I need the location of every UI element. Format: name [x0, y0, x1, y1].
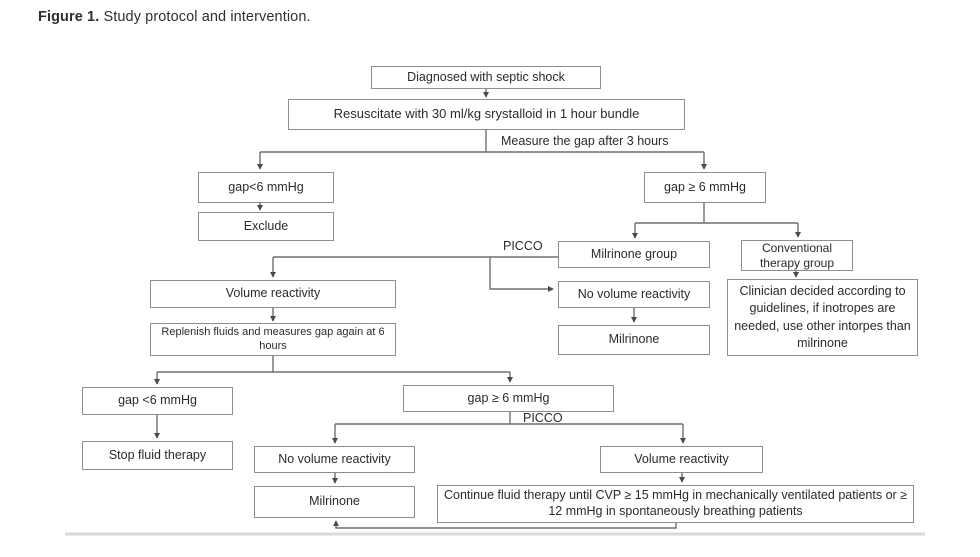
node-diagnosed-septic-shock: Diagnosed with septic shock — [371, 66, 601, 89]
node-replenish-fluids: Replenish fluids and measures gap again at 6 hours — [150, 323, 396, 356]
figure-title — [38, 9, 311, 25]
node-continue-fluid-therapy: Continue fluid therapy until CVP ≥ 15 mmHg in mechanically ventilated patients or ≥ 12 mmHg in spontaneously breathing patients — [437, 485, 914, 523]
node-milrinone-group: Milrinone group — [558, 241, 710, 268]
node-no-volume-reactivity-upper: No volume reactivity — [558, 281, 710, 308]
node-gap-lt6-initial: gap<6 mmHg — [198, 172, 334, 203]
label-picco-lower: PICCO — [523, 411, 563, 425]
label-picco-upper: PICCO — [503, 239, 543, 253]
node-stop-fluid-therapy: Stop fluid therapy — [82, 441, 233, 470]
node-gap-ge6-6h: gap ≥ 6 mmHg — [403, 385, 614, 412]
node-exclude: Exclude — [198, 212, 334, 241]
node-volume-reactivity-lower: Volume reactivity — [600, 446, 763, 473]
node-milrinone-upper: Milrinone — [558, 325, 710, 355]
figure-title-prefix: Figure 1. — [38, 9, 100, 25]
label-measure-gap: Measure the gap after 3 hours — [501, 134, 669, 148]
figure-title-text: Study protocol and intervention. — [99, 9, 311, 25]
node-resuscitate: Resuscitate with 30 ml/kg srystalloid in 1 hour bundle — [288, 99, 685, 130]
node-conventional-therapy-group: Conventional therapy group — [741, 240, 853, 271]
node-milrinone-lower: Milrinone — [254, 486, 415, 518]
node-clinician-guidelines: Clinician decided according to guidelines, if inotropes are needed, use other intorpes than milrinone — [727, 279, 918, 356]
node-gap-lt6-6h: gap <6 mmHg — [82, 387, 233, 415]
node-gap-ge6-initial: gap ≥ 6 mmHg — [644, 172, 766, 203]
node-no-volume-reactivity-lower: No volume reactivity — [254, 446, 415, 473]
node-volume-reactivity-upper: Volume reactivity — [150, 280, 396, 308]
